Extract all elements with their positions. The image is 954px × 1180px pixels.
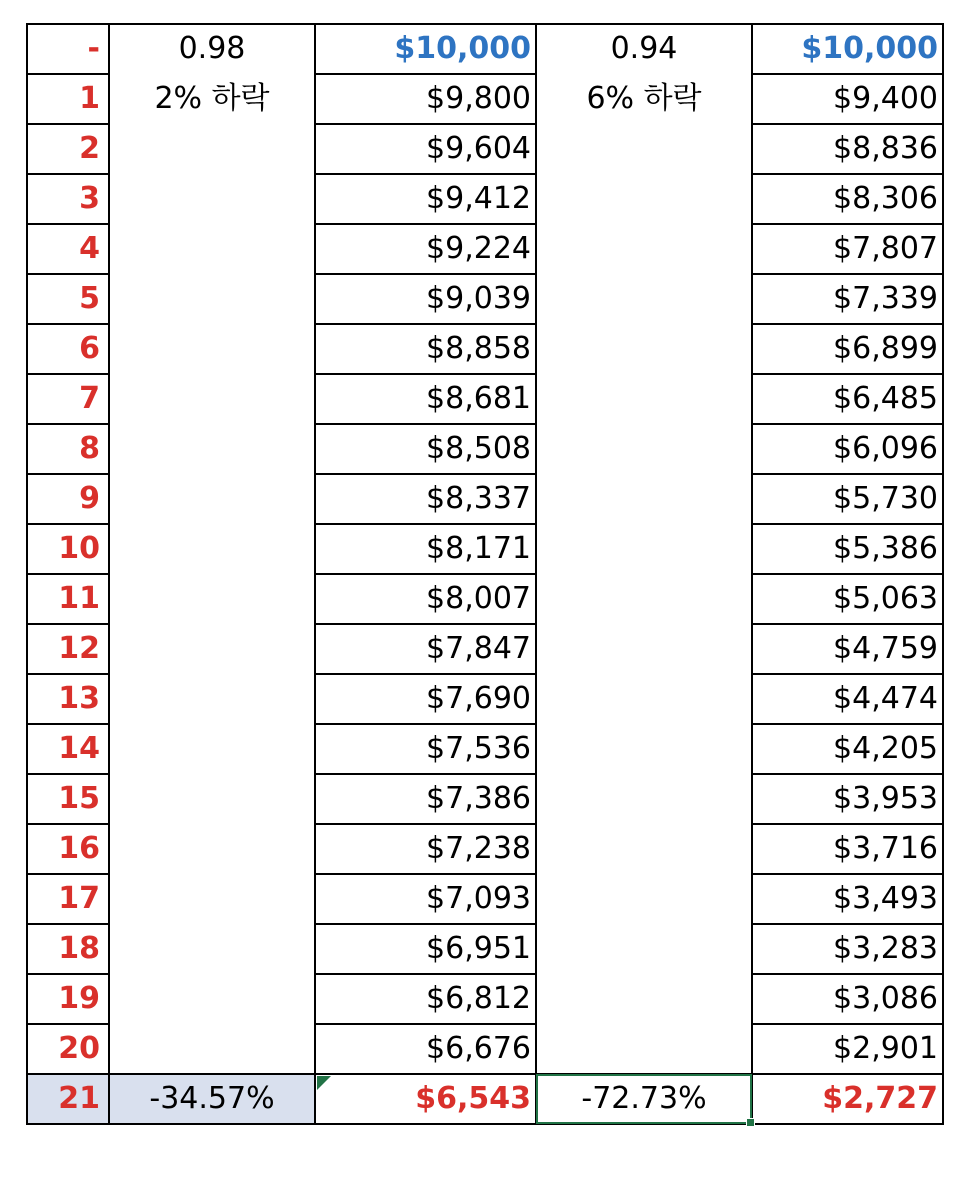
table-row (27, 824, 943, 874)
rate-cell-a[interactable] (109, 574, 315, 624)
table-row (27, 224, 943, 274)
value-cell-b[interactable]: $3,953 (752, 774, 943, 824)
row-index-cell[interactable]: 7 (27, 374, 109, 424)
rate-cell-b[interactable] (536, 974, 752, 1024)
row-index-cell[interactable]: 5 (27, 274, 109, 324)
rate-cell-a[interactable] (109, 174, 315, 224)
value-cell-a[interactable]: $6,951 (315, 924, 536, 974)
row-index-cell[interactable]: 3 (27, 174, 109, 224)
value-cell-a[interactable]: $8,681 (315, 374, 536, 424)
rate-cell-a[interactable]: 0.98 (109, 24, 315, 74)
rate-cell-b[interactable] (536, 374, 752, 424)
rate-cell-b[interactable] (536, 274, 752, 324)
value-cell-b[interactable]: $2,901 (752, 1024, 943, 1074)
value-cell-b[interactable]: $5,063 (752, 574, 943, 624)
rate-cell-a[interactable] (109, 224, 315, 274)
value-cell-a[interactable]: $9,800 (315, 74, 536, 124)
rate-cell-a[interactable] (109, 874, 315, 924)
value-cell-a[interactable]: $7,847 (315, 624, 536, 674)
rate-cell-b[interactable] (536, 774, 752, 824)
value-cell-a[interactable]: $7,690 (315, 674, 536, 724)
rate-cell-b[interactable] (536, 1024, 752, 1074)
value-cell-a[interactable]: $10,000 (315, 24, 536, 74)
rate-cell-a[interactable] (109, 924, 315, 974)
rate-cell-b[interactable] (536, 224, 752, 274)
table-row (27, 474, 943, 524)
row-index-cell[interactable]: 9 (27, 474, 109, 524)
value-cell-b[interactable]: $10,000 (752, 24, 943, 74)
value-cell-b[interactable]: $3,086 (752, 974, 943, 1024)
error-indicator-icon[interactable] (317, 1076, 331, 1090)
rate-cell-b[interactable] (536, 724, 752, 774)
table-row (27, 724, 943, 774)
table-row (27, 974, 943, 1024)
rate-cell-a[interactable] (109, 774, 315, 824)
value-cell-b[interactable]: $5,730 (752, 474, 943, 524)
row-index-cell[interactable]: - (27, 24, 109, 74)
spreadsheet-grid (26, 23, 944, 1125)
table-row (27, 674, 943, 724)
value-cell-b[interactable]: $3,716 (752, 824, 943, 874)
row-index-cell[interactable]: 15 (27, 774, 109, 824)
value-cell-a[interactable]: $7,386 (315, 774, 536, 824)
row-index-cell[interactable]: 14 (27, 724, 109, 774)
row-index-cell[interactable]: 1 (27, 74, 109, 124)
rate-cell-b[interactable] (536, 474, 752, 524)
rate-cell-a[interactable] (109, 124, 315, 174)
table-row (27, 424, 943, 474)
value-cell-a[interactable]: $9,604 (315, 124, 536, 174)
rate-cell-b[interactable] (536, 674, 752, 724)
row-index-cell[interactable]: 6 (27, 324, 109, 374)
value-cell-b[interactable]: $4,474 (752, 674, 943, 724)
table-row (27, 574, 943, 624)
table-row (27, 24, 943, 74)
table-row (27, 774, 943, 824)
row-index-cell[interactable]: 17 (27, 874, 109, 924)
table-row (27, 924, 943, 974)
row-index-cell[interactable]: 16 (27, 824, 109, 874)
table-row (27, 274, 943, 324)
value-cell-b[interactable]: $5,386 (752, 524, 943, 574)
row-index-cell[interactable]: 11 (27, 574, 109, 624)
value-cell-b[interactable]: $6,096 (752, 424, 943, 474)
rate-cell-b[interactable] (536, 124, 752, 174)
rate-cell-a[interactable] (109, 324, 315, 374)
value-cell-a[interactable]: $7,536 (315, 724, 536, 774)
rate-cell-b[interactable] (536, 424, 752, 474)
rate-cell-a[interactable] (109, 974, 315, 1024)
rate-cell-a[interactable]: -34.57% (109, 1074, 315, 1124)
value-cell-a[interactable]: $9,039 (315, 274, 536, 324)
rate-cell-b[interactable]: 0.94 (536, 24, 752, 74)
rate-cell-a[interactable] (109, 1024, 315, 1074)
row-index-cell[interactable]: 2 (27, 124, 109, 174)
table-row (27, 74, 943, 124)
row-index-cell[interactable]: 4 (27, 224, 109, 274)
row-index-cell[interactable]: 10 (27, 524, 109, 574)
table-row (27, 1024, 943, 1074)
rate-cell-a[interactable] (109, 274, 315, 324)
value-cell-b[interactable]: $7,807 (752, 224, 943, 274)
table-row (27, 174, 943, 224)
value-cell-b[interactable]: $8,836 (752, 124, 943, 174)
rate-cell-b[interactable] (536, 574, 752, 624)
value-cell-a[interactable]: $9,412 (315, 174, 536, 224)
value-cell-a[interactable]: $6,543 (315, 1074, 536, 1124)
value-cell-a[interactable]: $8,007 (315, 574, 536, 624)
value-cell-a[interactable]: $8,171 (315, 524, 536, 574)
rate-cell-a[interactable] (109, 824, 315, 874)
value-cell-a[interactable]: $6,812 (315, 974, 536, 1024)
rate-cell-b[interactable] (536, 324, 752, 374)
rate-cell-b[interactable] (536, 874, 752, 924)
table-row (27, 524, 943, 574)
row-index-cell[interactable]: 21 (27, 1074, 109, 1124)
row-index-cell[interactable]: 13 (27, 674, 109, 724)
row-index-cell[interactable]: 12 (27, 624, 109, 674)
value-cell-a[interactable]: $9,224 (315, 224, 536, 274)
rate-cell-a[interactable] (109, 724, 315, 774)
rate-cell-b[interactable] (536, 824, 752, 874)
row-index-cell[interactable]: 8 (27, 424, 109, 474)
row-index-cell[interactable]: 18 (27, 924, 109, 974)
rate-cell-a[interactable] (109, 524, 315, 574)
value-cell-a[interactable]: $8,337 (315, 474, 536, 524)
rate-cell-a[interactable] (109, 474, 315, 524)
table-row (27, 874, 943, 924)
value-cell-a[interactable]: $8,508 (315, 424, 536, 474)
table-row (27, 324, 943, 374)
value-cell-a[interactable]: $7,238 (315, 824, 536, 874)
rate-cell-a[interactable]: 2% 하락 (109, 74, 315, 124)
value-cell-b[interactable]: $4,205 (752, 724, 943, 774)
table-row (27, 624, 943, 674)
value-cell-b[interactable]: $9,400 (752, 74, 943, 124)
table-row (27, 1074, 943, 1124)
value-cell-b[interactable]: $6,899 (752, 324, 943, 374)
value-cell-b[interactable]: $4,759 (752, 624, 943, 674)
rate-cell-b[interactable] (536, 524, 752, 574)
table-row (27, 124, 943, 174)
row-index-cell[interactable]: 19 (27, 974, 109, 1024)
value-cell-b[interactable]: $3,283 (752, 924, 943, 974)
rate-cell-b[interactable]: -72.73% (536, 1074, 752, 1124)
value-cell-a[interactable]: $8,858 (315, 324, 536, 374)
value-cell-a[interactable]: $7,093 (315, 874, 536, 924)
value-cell-b[interactable]: $2,727 (752, 1074, 943, 1124)
rate-cell-b[interactable] (536, 924, 752, 974)
row-index-cell[interactable]: 20 (27, 1024, 109, 1074)
rate-cell-b[interactable] (536, 174, 752, 224)
value-cell-b[interactable]: $8,306 (752, 174, 943, 224)
rate-cell-b[interactable] (536, 624, 752, 674)
rate-cell-a[interactable] (109, 624, 315, 674)
rate-cell-a[interactable] (109, 374, 315, 424)
value-cell-b[interactable]: $3,493 (752, 874, 943, 924)
value-cell-b[interactable]: $7,339 (752, 274, 943, 324)
rate-cell-a[interactable] (109, 674, 315, 724)
rate-cell-a[interactable] (109, 424, 315, 474)
table-row (27, 374, 943, 424)
rate-cell-b[interactable]: 6% 하락 (536, 74, 752, 124)
value-cell-b[interactable]: $6,485 (752, 374, 943, 424)
value-cell-a[interactable]: $6,676 (315, 1024, 536, 1074)
